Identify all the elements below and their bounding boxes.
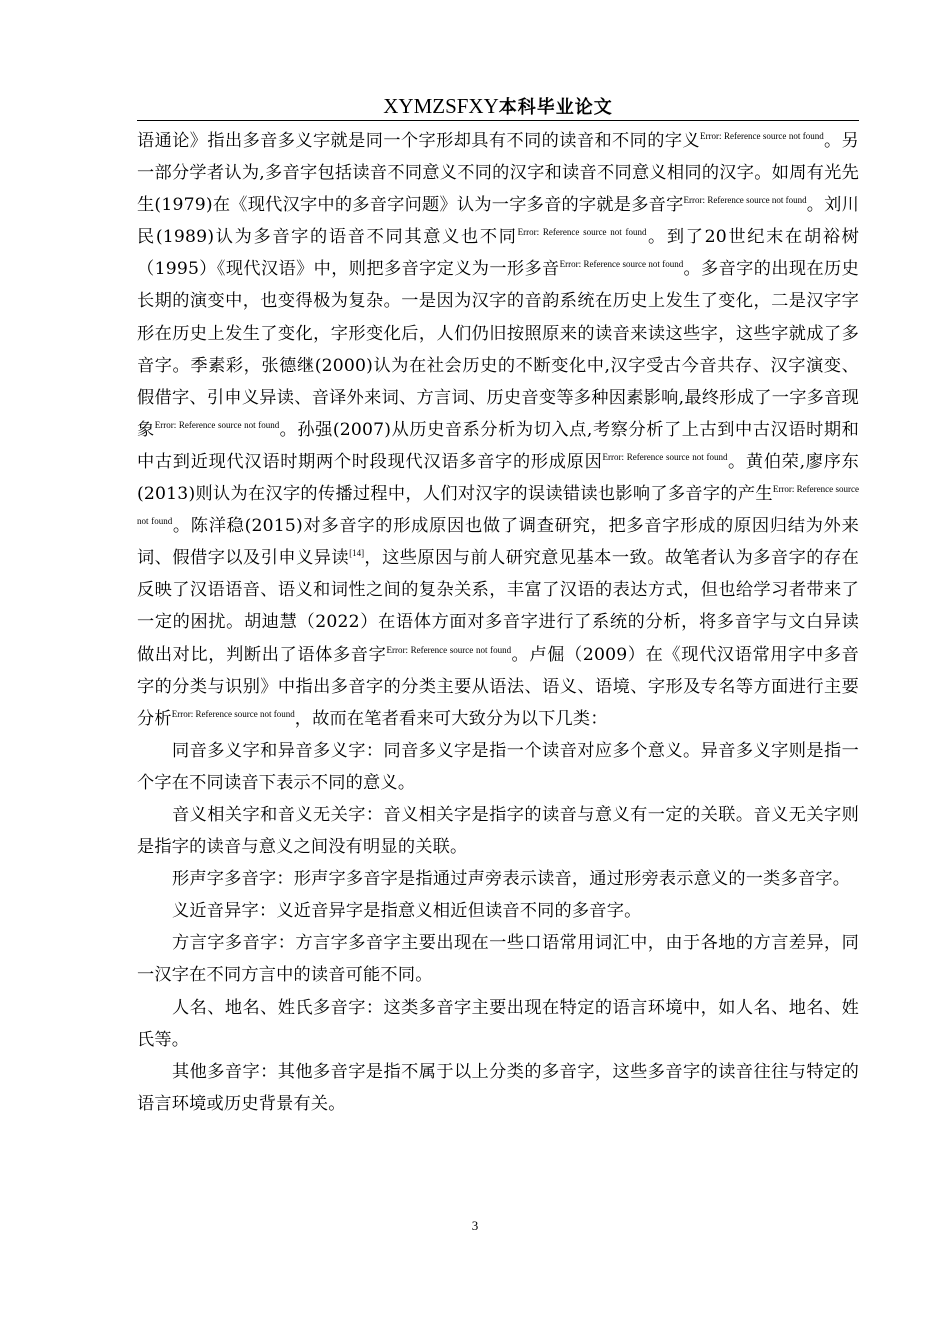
reference-error: Error: Reference source not found [683, 195, 807, 206]
header-code: XYMZSFXY [383, 94, 499, 118]
reference-error: Error: Reference source not found [700, 131, 824, 141]
category-paragraph: 方言字多音字：方言字多音字主要出现在一些口语常用词汇中，由于各地的方言差异，同一汉字在不同方言中的读音可能不同。 [137, 933, 859, 986]
paragraph-literature-review [137, 125, 859, 735]
text-segment: 。卢倔（2009）在《现代汉语常用字中多音字的分类与识别》中指出多音字的分类主要从语法、语义、语境、字形及专名等方面进行主要分析 [137, 644, 859, 729]
text-segment: ，故而在笔者看来可大致分为以下几类： [294, 708, 608, 729]
category-paragraph: 形声字多音字：形声字多音字是指通过声旁表示读音，通过形旁表示意义的一类多音字。 [172, 869, 851, 890]
header-title: 本科毕业论文 [498, 97, 613, 118]
document-body [137, 125, 859, 1120]
category-paragraph: 同音多义字和异音多义字：同音多义字是指一个读音对应多个意义。异音多义字则是指一个字在不同读音下表示不同的意义。 [137, 740, 859, 793]
category-paragraph: 人名、地名、姓氏多音字：这类多音字主要出现在特定的语言环境中，如人名、地名、姓氏等。 [137, 997, 859, 1050]
page-header [137, 93, 859, 121]
reference-error: Error: Reference source not found [386, 644, 512, 655]
reference-error: Error: Reference source not found [171, 708, 295, 719]
text-segment: 。陈洋稳(2015)对多音字的形成原因也做了调查研究，把多音字形成的原因归结为外来词、假借字以及引申义异读 [137, 516, 860, 569]
reference-error: Error: Reference source not found [517, 227, 647, 238]
text-segment: 。到了20世纪末在胡裕树（1995）《现代汉语》中，则把多音字定义为一形多音 [137, 227, 859, 280]
text-segment: 。另一部分学者认为,多音字包括读音不同意义不同的汉字和读音不同意义相同的汉字。如周有光先生(1979)在《现代汉字中的多音字问题》认为一字多音的字就是多音字 [137, 131, 860, 216]
category-paragraph: 音义相关字和音义无关字：音义相关字是指字的读音与意义有一定的关联。音义无关字则是指字的读音与意义之间没有明显的关联。 [137, 804, 859, 858]
text-segment: 。黄伯荣,廖序东(2013)则认为在汉字的传播过程中，人们对汉字的误读错读也影响了多音字的产生 [137, 451, 859, 505]
category-paragraph: 义近音异字：义近音异字是指意义相近但读音不同的多音字。 [172, 901, 642, 922]
text-segment: ，这些原因与前人研究意见基本一致。故笔者认为多音字的存在反映了汉语语音、语义和词性之间的复杂关系，丰富了汉语的表达方式，但也给学习者带来了一定的困扰。胡迪慧（2022）在语体方面对多音字进行了系统的分析，将多音字与文白异读做出对比，判断出了语体多音字 [137, 548, 860, 665]
page-number: 3 [471, 1218, 479, 1233]
text-segment: 。刘川民(1989)认为多音字的语音不同其意义也不同 [137, 195, 859, 248]
reference-error: Error: Reference source not found [602, 451, 728, 462]
citation-14: [14] [349, 548, 365, 559]
header-rule [137, 120, 859, 121]
reference-error: Error: Reference source not found [137, 484, 859, 527]
text-segment: 。多音字的出现在历史长期的演变中，也变得极为复杂。一是因为汉字的音韵系统在历史上发生了变化，二是汉字字形在历史上发生了变化，字形变化后，人们仍旧按照原来的读音来读这些字，这些字就成了多音字。季素彩，张德继(2000)认为在社会历史的不断变化中,汉字受古今音共存、汉字演变、假借字、引申义异读、音译外来词、方言词、历史音变等多种因素影响,最终形成了一字多音现象 [137, 259, 859, 440]
reference-error: Error: Reference source not found [154, 419, 280, 430]
reference-error: Error: Reference source not found [559, 259, 684, 270]
category-paragraph: 其他多音字：其他多音字是指不属于以上分类的多音字，这些多音字的读音往往与特定的语言环境或历史背景有关。 [137, 1061, 859, 1114]
text-segment: 。孙强(2007)从历史音系分析为切入点,考察分析了上古到中古汉语时期和中古到近现代汉语时期两个时段现代汉语多音字的形成原因 [137, 419, 859, 472]
text-segment: 语通论》指出多音多义字就是同一个字形却具有不同的读音和不同的字义 [137, 131, 701, 151]
